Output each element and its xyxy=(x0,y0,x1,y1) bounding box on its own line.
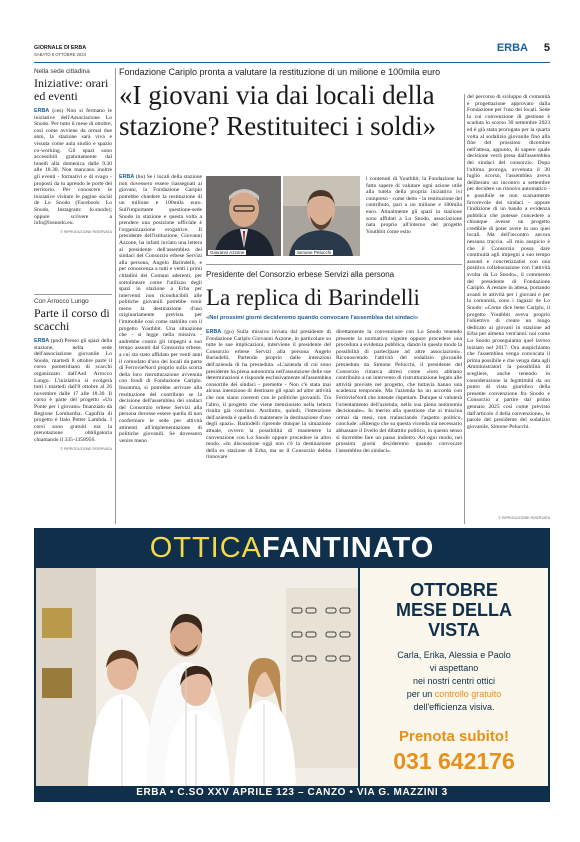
ad-wait: vi aspettano xyxy=(429,663,479,673)
staff-illustration xyxy=(36,568,358,786)
photo-caption: Simone Pelucchi xyxy=(297,250,332,255)
main-credit: © RIPRODUZIONE RISERVATA xyxy=(498,516,550,520)
sidebar-article-events xyxy=(34,68,112,292)
second-deck: «Nei prossimi giorni decideremo quando convocare l'assemblea dei sindaci» xyxy=(206,315,419,321)
sidebar-kicker: Con Arrocco Lungo xyxy=(34,298,89,305)
photo-simone-pelucchi xyxy=(283,176,360,256)
second-col1-text: (gu) Sulla missiva inviata dal presidente di Fondazione Cariplo Giovanni Azzone, in particolare su tutte le sue implicazioni, interviene il presidente del Consorzio erbese Servizi alla persona Angelo Barindelli. Partendo proprio dalle intenzioni dell'azienda di ha presieduta. «L'azienda di cui sono presidente ha piena autonomia nell'assunzione delle sue determinazioni e risponde esclusivamente all'assemblea consortile dei sindaci - premette - Non c'è stata mai alcuna intenzione di destinare gli spazi ad altre attività che non siano coerenti con le politiche giovanili. Tra l'altro, il progetto che viene menzionato nella lettera risulta già concluso. Anzitutto, quindi, l'intenzione dell'azienda è quella di mantenere la destinazione d'uso degli spazi». Barindelli riprende dunque la situazione attuale, ovvero la possibilità di mantenere la convenzione con Lo Snodo oppure procedere in altro modo. «In discussione oggi non c'è la destinazione della ex stazione di Erba, ma se il Consorzio debba rinnovare xyxy=(206,329,331,461)
second-overline: Presidente del Consorzio erbese Servizi alla persona xyxy=(206,270,395,279)
main-overline: Fondazione Cariplo pronta a valutare la restituzione di un milione e 100mila euro xyxy=(119,67,441,77)
second-col2-text: direttamente la convenzione con Lo Snodo tenendo presente la normativa vigente oppure procedere una procedura a evidenza pubblica, dando in questo modo la possibilità di partecipare ad altre associazioni». Riconoscendo l'attività del sodalizio giovanile presieduto da Simone Pelucchi, il presidente del Consorzio rimarca altresì come «loro abbiano contribuito a un intervento di ristrutturazione legato alle attività previste nel progetto, che tuttavia hanno una scadenza temporale. Ma l'azienda ha un accordo con FerrovieNord che intende rispettare. Dunque si valuterà l'orientamento dell'azienda, nella sua piena autonomia decisionale». In merito alla questione che si trascina ormai da mesi, non tralasciando l'aspetto politico, conclude: «Ritengo che su questa vicenda sia necessario abbassare il livello del dibattito politico, in questo senso si dovrebbe fare un passo indietro. Ad ogni modo, nei prossimi giorni decideremo quando convocare l'assemblea dei sindaci». xyxy=(336,329,462,454)
photo-caption: Giovanni Azzone xyxy=(210,250,245,255)
ad-headline-1: OTTOBRE xyxy=(410,580,498,600)
sidebar-credit: © RIPRODUZIONE RISERVATA xyxy=(60,229,112,234)
location-tag: ERBA xyxy=(34,108,53,114)
main-article-column-1 xyxy=(119,174,202,524)
section-label: ERBA xyxy=(496,42,528,54)
main-col3-text: i contenuti di Youthbit, la Fondazione ha fatto sapere di valutare ogni azione utile alla tutela della propria iniziativa ivi compreso - come detto - la restituzione del contributo, pari a un milione e 100mila euro. Attualmente gli spazi in stazione sono affidati a Lo Snodo, associazione nata proprio all'interno del progetto Youthbit come esito xyxy=(366,176,462,235)
ad-brand-fantinato: FANTINATO xyxy=(262,532,435,564)
main-col1-text: (bu) Se i locali della stazione non dovessero essere riassegnati ai giovani, la Fondazione Cariplo potrebbe chiedere la restituzione di un milione e 100mila euro. Sull'importante questione-sede Snodo in stazione e questa volta a prendere una posizione ufficiale è l'organizzazione erogatrice. Il presidente dell'istituzione, Giovanni Azzone, ha infatti inviato una lettera al presidente dell'assemblea dei sindaci del Consorzio erbese Servizi alla persona, Angelo Barindelli, e per conoscenza a tutti e venti i primi cittadini dei Comuni aderenti, per sottolineare come l'utilizzo degli spazi in stazione a Erba per interventi non riconducibili alle politiche giovanili potrebbe venir meno la destinazione d'uso originariamente prevista per l'immobile così come stabilito con il progetto Youthbit. Una situazione che - si legge nella missiva - andrebbe contro gli impegni a suo tempo assunti dal Consorzio erbese, a cui sta stato affidato per venti anni il comodato d'uso dei locali da parte di FerrovieNord proprio sulla scorta della loro ristrutturazione avvenuta con fondi di Fondazione Cariplo. Insomma, si potrebbe arrivare alla restituzione del contributo se la decisione dell'assemblea dei sindaci del Consorzio erbese Servizi alla persona dovesse essere quella di non confermare le sede per attività attinenti all'implementazione di politiche giovanili. Se dovessero venire meno xyxy=(119,174,202,444)
second-headline: La replica di Barindelli xyxy=(206,285,420,310)
location-tag: ERBA xyxy=(206,329,225,335)
sidebar-divider xyxy=(34,294,112,295)
masthead-rule xyxy=(34,62,550,63)
column-divider xyxy=(115,68,116,524)
second-article-column-2 xyxy=(336,329,462,519)
main-article-column-3 xyxy=(366,176,462,261)
page-number: 5 xyxy=(543,42,550,54)
ad-headline-2: MESE DELLA xyxy=(395,600,512,620)
main-col4-text: del percorso di sviluppo di comunità e progettazione approvato dalla Fondazione per l'uso dei locali. Sede la cui convenzione di gestione è scaduta lo scorso 30 settembre 2023 ed è già stata prorogata per la quarta volta al sodalizio giovanile fino alla fine del prossimo dicembre nell'attesa, appunto, di sapere quale decisione verrà presa dall'assemblea dei sindaci del consorzio. Dopo l'ultima proroga, avvenuta il 30 luglio scorso, l'assemblea aveva deliberato un incontro a settembre per decidere un rinnovo automatico - e possibile se non scarsamente favorevole dei sindaci - oppure l'indizione di un bando a evidenza pubblica che potesse concedere a chiunque avesse un progetto credibile di poter avere in uso quei locali. Ma dell'incontro ancora nessuna traccia. «Il mio auspicio è che il Consorzio possa dare continuità agli impegni a suo tempo assunti e concretizzatisi con una positiva collaborazione con l'attività svolta da Lo Snodo», il commento del presidente di Fondazione Cariplo. A restare in attesa, portando avanti le attività per i giovani e per la comunità, sono i ragazzi de Lo Snodo: «Come dice bene Cariplo, il progetto Youthbit aveva proprio l'obiettivo di creare un luogo dedicato ai giovani in stazione ad Erba per almeno vent'anni: noi come Lo Snodo proseguiamo quel lavoro iniziato nel 2017. Ora auspichiamo che l'assemblea venga convocata il prima possibile e che venga data agli Amministratori la possibilità di scegliere, anche tenendo in considerazione la legittimità da un punto di vista giuridico della presente convenzione fra Snodo e Consorzio a partire dal primo gennaio 2025 così come previsto dall'articolo 4 della convenzione», le parole del presidente del sodalizio giovanile, Simone Pelucchi. xyxy=(467,94,550,430)
location-tag: ERBA xyxy=(34,338,51,344)
second-article-column-1 xyxy=(206,329,331,519)
sidebar-article-chess xyxy=(34,298,112,524)
ad-cta: Prenota subito! xyxy=(398,728,509,745)
sidebar-body: (pnd) Presso gli spazi della stazione, nella sede dell'associazione giovanile Lo Snodo, martedì 8 ottobre parte il corso pomeridiano di scacchi organizzato dall'Asd Arrocco Lungo. L'iniziativa si svolgerà tutti i martedì dall'8 ottobre al 26 novembre dalle 17 alle 18.30. Il corso è parte del progetto «Un Ponte per i giovani» finanziato da Regione Lombardia. Capofila di progetto è Italo Potter Lambda. I corsi sono gratuiti ma la prenotazione obbligatoria chiamando il 335-1358956. xyxy=(34,338,112,443)
ad-addresses: ERBA • C.SO XXV APRILE 123 – CANZO • VIA G. MAZZINI 3 xyxy=(136,787,448,798)
paper-name: GIORNALE DI ERBA xyxy=(34,45,87,51)
ad-phone: 031 642176 xyxy=(393,748,515,774)
ad-names: Carla, Erika, Alessia e Paolo xyxy=(397,650,511,660)
ad-brand-ottica: OTTICA xyxy=(149,532,263,564)
sidebar-kicker: Nella sede cittadina xyxy=(34,68,90,75)
issue-date: SABATO 6 OTTOBRE 2024 xyxy=(34,52,86,57)
portrait-illustration xyxy=(283,176,360,256)
sidebar-title: Parte il corso di scacchi xyxy=(34,306,110,333)
ad-copy-panel xyxy=(360,568,548,786)
location-tag: ERBA xyxy=(119,174,136,180)
column-divider xyxy=(464,94,465,524)
masthead xyxy=(34,44,550,62)
portrait-illustration xyxy=(206,176,281,256)
ad-headline-3: VISTA xyxy=(428,620,480,640)
photo-giovanni-azzone xyxy=(206,176,281,256)
main-headline: «I giovani via dai locali della stazione? Restituiteci i soldi» xyxy=(119,80,437,141)
sidebar-credit: © RIPRODUZIONE RISERVATA xyxy=(60,446,112,451)
ad-centers: nei nostri centri ottici xyxy=(412,676,496,686)
ad-for: per un xyxy=(406,689,435,699)
main-article-column-4 xyxy=(467,94,550,514)
sidebar-title: Iniziative: orari ed eventi xyxy=(34,76,109,103)
ad-ottica-fantinato xyxy=(34,528,550,802)
second-article-rule xyxy=(206,264,462,265)
ad-efficiency: dell'efficienza visiva. xyxy=(413,702,495,712)
sidebar-body: (ces) Non si fermano le iniziative dell'Associazione Lo Snodo. Per tutto il mese di ottobre, così come avviene da ormai due anni, la stazione sarà viva e vissuta come aula studio e spazio co-working. Gli spazi sono accessibili gratuitamente dal lunedì alla domenica dalle 9.30 alle 18.30. Non mancano inoltre gli eventi - formativi e di svago - proposti da tu aprendo le porte del territorio. Per conoscere le iniziative visitare le pagine social de Lo Snodo (Facebook: Lo Snodo, Instagram: lo.snodo); oppure scrivere a info@losnodo.eu. xyxy=(34,108,112,227)
ad-photo-staff xyxy=(36,568,358,786)
ad-free-check: controllo gratuito xyxy=(434,689,502,699)
ad-brand xyxy=(34,528,550,568)
